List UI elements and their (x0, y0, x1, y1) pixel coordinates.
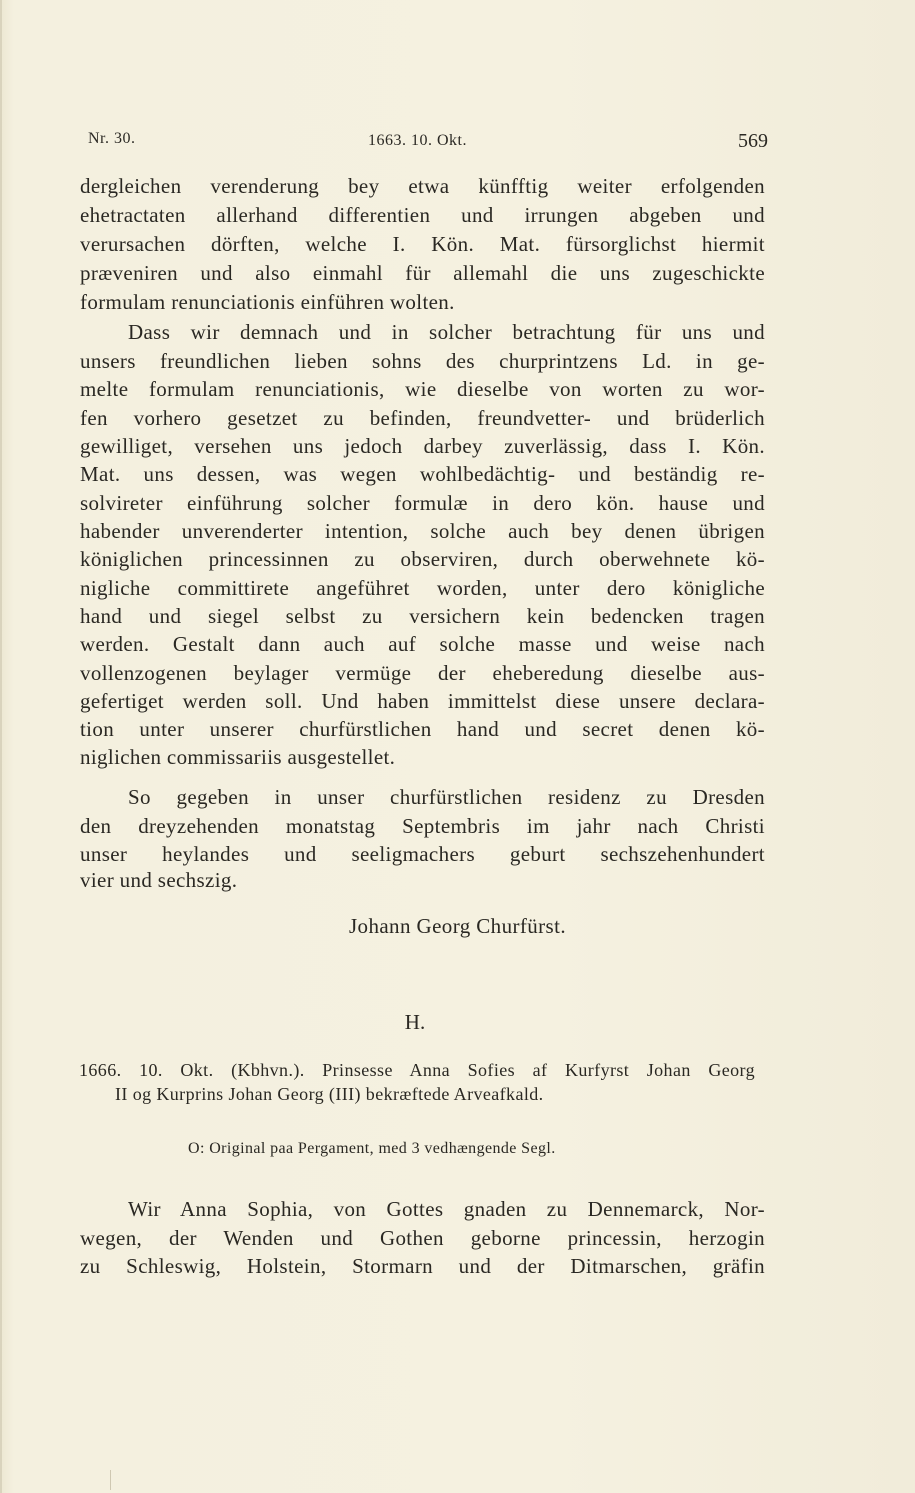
text-line: fen vorhero gesetzet zu befinden, freundvetter- und brüderlich (80, 406, 765, 430)
text-line: königlichen princessinnen zu observiren, durch oberwehnete kö- (80, 547, 765, 571)
section-label: H. (404, 1010, 426, 1034)
text-line: melte formulam renunciationis, wie dieselbe von worten zu wor- (80, 377, 765, 401)
text-line: dergleichen verenderung bey etwa künfftig weiter erfolgenden (80, 174, 765, 198)
text-line: gewilliget, versehen uns jedoch darbey zuverlässig, dass I. Kön. (80, 434, 765, 458)
text-line: verursachen dörften, welche I. Kön. Mat. fürsorglichst hiermit (80, 232, 765, 256)
text-line: ehetractaten allerhand differentien und irrungen abgeben und (80, 203, 765, 227)
text-line: solvireter einführung solcher formulæ in dero kön. hause und (80, 491, 765, 515)
text-line: Dass wir demnach und in solcher betrachtung für uns und (128, 320, 765, 344)
document-number: Nr. 30. (88, 130, 136, 147)
text-line: hand und siegel selbst zu versichern kein bedencken tragen (80, 604, 765, 628)
text-line: gefertiget werden soll. Und haben immittelst diese unsere declara- (80, 689, 765, 713)
text-line: formulam renunciationis einführen wolten. (80, 290, 455, 314)
page-number: 569 (738, 130, 768, 152)
text-line: Wir Anna Sophia, von Gottes gnaden zu Dennemarck, Nor- (128, 1197, 765, 1221)
page-mark (110, 1470, 111, 1490)
text-line: zu Schleswig, Holstein, Stormarn und der Ditmarschen, gräfin (80, 1254, 765, 1278)
signature-text: Johann Georg Churfürst. (348, 914, 567, 938)
text-line: Mat. uns dessen, was wegen wohlbedächtig- und beständig re- (80, 462, 765, 486)
page-edge-shadow (0, 0, 2, 1493)
page-header (88, 128, 768, 158)
text-line: unsers freundlichen lieben sohns des churprintzens Ld. in ge- (80, 349, 765, 373)
text-line: werden. Gestalt dann auch auf solche masse und weise nach (80, 632, 765, 656)
text-line: So gegeben in unser churfürstlichen residenz zu Dresden (128, 785, 765, 809)
text-line: habender unverenderter intention, solche auch bey denen übrigen (80, 519, 765, 543)
text-line: nigliche committirete angeführet worden, unter dero königliche (80, 576, 765, 600)
text-line: vier und sechszig. (80, 868, 238, 892)
document-caption-line-1: 1666. 10. Okt. (Kbhvn.). Prinsesse Anna Sofies af Kurfyrst Johan Georg (79, 1060, 755, 1080)
text-line: wegen, der Wenden und Gothen geborne princessin, herzogin (80, 1226, 765, 1250)
signature (0, 914, 915, 939)
text-line: vollenzogenen beylager vermüge der eheberedung dieselbe aus- (80, 661, 765, 685)
header-date: 1663. 10. Okt. (368, 132, 467, 149)
text-line: tion unter unserer churfürstlichen hand und secret denen kö- (80, 717, 765, 741)
text-line: den dreyzehenden monatstag Septembris im jahr nach Christi (80, 814, 765, 838)
text-line: præveniren und also einmahl für allemahl die uns zugeschickte (80, 261, 765, 285)
document-caption-line-2: II og Kurprins Johan Georg (III) bekræftede Arveafkald. (115, 1084, 544, 1104)
text-line: niglichen commissariis ausgestellet. (80, 745, 396, 769)
text-line: unser heylandes und seeligmachers geburt sechszehenhundert (80, 842, 765, 866)
source-note: O: Original paa Pergament, med 3 vedhængende Segl. (188, 1140, 556, 1157)
